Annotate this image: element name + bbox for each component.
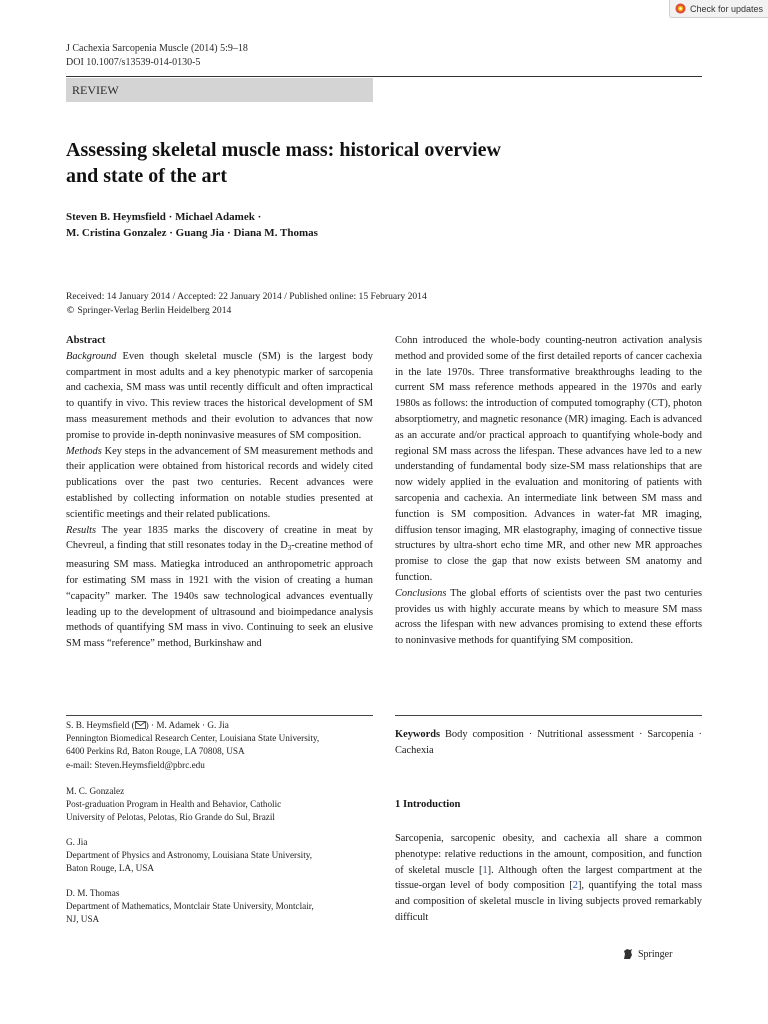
keywords-text: Body composition · Nutritional assessment · Sarcopenia · Cachexia [395,729,702,756]
keywords-label: Keywords [395,729,441,740]
header-rule [66,76,702,77]
affiliation-line: 6400 Perkins Rd, Baton Rouge, LA 70808, USA [66,746,245,757]
journal-header [66,42,248,70]
copyright-icon: © [66,306,75,316]
author-list [66,209,318,241]
conclusions-label: Conclusions [395,587,447,599]
abstract-right-column [395,333,702,649]
affiliation-heymsfield [66,719,373,772]
affiliation-thomas [66,887,373,927]
coauthor-names: ) · M. Adamek · G. Jia [145,720,229,730]
section-badge: REVIEW [66,78,373,102]
abstract-methods [66,444,373,523]
intro-text-1: Sarcopenia, sarcopenic obesity, and cachexia all share a common phenotype: relative reductions in the amount, composition, and function of skeletal muscle [ [395,833,702,876]
affiliation-names [66,719,373,732]
affiliation-line: NJ, USA [66,914,100,925]
keywords [395,727,702,759]
copyright-text: Springer-Verlag Berlin Heidelberg 2014 [77,305,232,316]
abstract-left-column [66,333,373,652]
springer-horse-icon [622,948,634,960]
title-line-1: Assessing skeletal muscle mass: historical overview [66,139,501,161]
results-text-a: The year 1835 marks the discovery of creatine in meat by Chevreul, a finding that still resonates today in the D [66,524,373,552]
methods-text: Key steps in the advancement of SM measurement methods and their application were obtained from historical records and widely cited publications over the past two centuries. Recent advances were established by collecting information on notable studies presented at scientific meetings and their related publications. [66,445,373,520]
author-name: S. B. Heymsfield ( [66,720,135,730]
conclusions-text: The global efforts of scientists over the past two centuries provides us with highly accurate means by which to measure SM mass across the lifespan with new advances promising to extend these efforts to noninvasive methods for quantifying SM composition. [395,587,702,647]
reference-link[interactable]: 2 [572,880,578,892]
copyright-line [66,304,427,318]
doi: DOI 10.1007/s13539-014-0130-5 [66,57,201,68]
title-line-2: and state of the art [66,165,228,187]
introduction-text [395,831,702,926]
check-for-updates-icon [675,3,686,14]
affiliation-gonzalez [66,785,373,825]
intro-text-3: ], quantifying the total mass and composition of skeletal muscle in living subjects proved remarkably difficult [395,880,702,923]
publisher-name: Springer [638,948,673,960]
affiliation-line: Department of Mathematics, Montclair State University, Montclair, [66,901,314,912]
affiliation-line: University of Pelotas, Pelotas, Rio Grande do Sul, Brazil [66,812,275,823]
envelope-icon [135,721,146,729]
results-subscript: 3 [287,544,292,553]
introduction-heading: 1 Introduction [395,799,461,810]
affiliation-names: D. M. Thomas [66,888,120,898]
intro-text-2: ]. Although often the largest compartment at the tissue-organ level of body composition [ [395,864,702,892]
check-for-updates-label: Check for updates [690,3,764,14]
email-link[interactable]: e-mail: Steven.Heymsfield@pbrc.edu [66,759,205,770]
results-continued: Cohn introduced the whole-body counting-neutron activation analysis method and provided some of the first detailed reports of cancer cachexia in the late 1970s. Three transformative breakthroughs leading to the current SM mass reference methods appeared in the 1970s and early 1980s as follows: the introduction of computed tomography (CT), photon absorptiometry, and magnetic resonance (MR) imaging. Each is advanced as an accurate and/or practical approach to quantifying whole-body and regional SM mass across the lifespan. These advances have led to a new understanding of fundamental body size-SM mass relationships that are now widely applied in the evaluation and monitoring of patients with sarcopenia and cachexia. An intermediate link between SM mass and function is SM composition. Advances in water-fat MR imaging, diffusion tensor imaging, MR elastography, imaging of connective tissue structures by ultra-short echo time MR, and other new MR approaches promise to close the gap that now exists between SM anatomy and function. [395,335,702,583]
abstract-conclusions [395,586,702,649]
methods-label: Methods [66,445,102,457]
check-for-updates-button[interactable] [669,0,768,18]
publication-dates [66,290,427,318]
affiliation-line: Department of Physics and Astronomy, Louisiana State University, [66,850,313,861]
affiliation-line: Baton Rouge, LA, USA [66,863,155,874]
authors-line-2: M. Cristina Gonzalez · Guang Jia · Diana M. Thomas [66,227,318,239]
affiliation-line: Post-graduation Program in Health and Behavior, Catholic [66,799,282,810]
affiliation-jia [66,836,373,876]
affiliation-line: Pennington Biomedical Research Center, Louisiana State University, [66,733,320,744]
keywords-rule [395,715,702,716]
abstract-heading: Abstract [66,335,106,346]
authors-line-1: Steven B. Heymsfield · Michael Adamek · [66,211,262,223]
results-text-b: -creatine method of measuring SM mass. Matiegka introduced an anthropometric approach for estimating SM mass in 1921 with the vision of creating a human “capacity” marker. The 1940s saw technological advances eventually leading up to the development of ultrasound and bioimpedance analysis methods of quantifying SM mass in vivo. Continuing to seek an elusive SM mass “reference” method, Burkinshaw and [66,540,373,650]
abstract-results [66,523,373,652]
journal-citation: J Cachexia Sarcopenia Muscle (2014) 5:9–18 [66,43,248,54]
background-label: Background [66,350,117,362]
publisher-logo [622,948,672,960]
results-label: Results [66,524,97,536]
abstract-background [66,349,373,444]
dates-line: Received: 14 January 2014 / Accepted: 22 January 2014 / Published online: 15 February 2014 [66,291,427,302]
affiliation-names: G. Jia [66,837,88,847]
affiliations-rule [66,715,373,716]
reference-link[interactable]: 1 [482,864,488,876]
affiliation-names: M. C. Gonzalez [66,786,125,796]
article-title [66,137,666,189]
background-text: Even though skeletal muscle (SM) is the largest body compartment in most adults and a key phenotypic marker of sarcopenia and cachexia, SM mass was until recently difficult and often impractical to quantify in vivo. This review traces the historical development of SM mass measurement methods and their evolution to advances that now promise to provide in-depth noninvasive measures of SM composition. [66,350,373,441]
